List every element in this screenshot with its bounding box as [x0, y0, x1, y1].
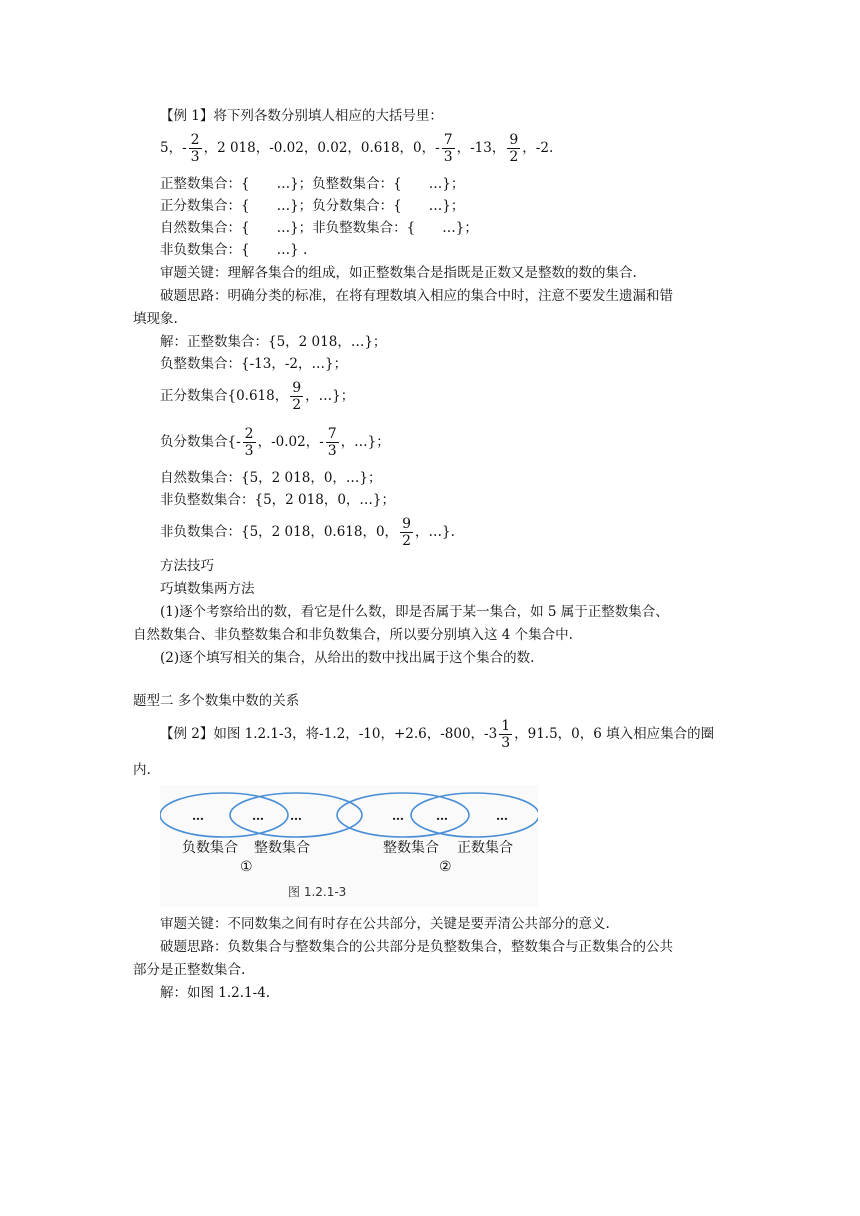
negative-set-ellipse — [160, 793, 288, 837]
example1-title: 【例 1】将下列各数分别填人相应的大括号里： — [160, 108, 443, 124]
fraction-7-3: $\frac{7}{3}$ — [327, 426, 337, 459]
ellipsis-mark: … — [290, 809, 302, 823]
set-row: 正整数集合：{ …}；负整数集合：{ …}； — [160, 176, 465, 192]
solution-line: 正分数集合{0.618， $\frac{9}{2}$ ，…}； — [160, 380, 355, 413]
example1-idea-line2: 填现象. — [133, 311, 178, 327]
fraction-2-3: $\frac{2}{3}$ — [190, 132, 200, 165]
method-title: 方法技巧 — [160, 558, 214, 574]
solution-line: 非负数集合：{5，2 018，0.618，0， $\frac{9}{2}$ ，…}. — [160, 516, 455, 549]
example1-number-list: 5，- $\frac{2}{3}$ ，2 018，-0.02，0.02，0.618，0，- $\frac{7}{3}$ ，-13， $\frac{9}{2}$ ，-2. — [160, 132, 554, 165]
example2-idea-line1: 破题思路：负数集合与整数集合的公共部分是负整数集合，整数集合与正数集合的公共 — [160, 939, 673, 955]
solution-line: 自然数集合：{5，2 018，0，…}； — [160, 470, 382, 486]
section-title: 题型二 多个数集中数的关系 — [133, 693, 300, 709]
venn-figure — [160, 785, 538, 907]
example2-question-line2: 内. — [133, 762, 151, 778]
ellipsis-mark: … — [392, 809, 404, 823]
figure-number-2: ② — [439, 859, 452, 875]
fraction-9-2: $\frac{9}{2}$ — [292, 380, 302, 413]
example2-key: 审题关键：不同数集之间有时存在公共部分，关键是要弄清公共部分的意义. — [160, 916, 610, 932]
figure-number-1: ① — [240, 859, 253, 875]
ellipsis-mark: … — [496, 809, 508, 823]
integer-set-label: 整数集合 — [383, 840, 439, 856]
fraction-2-3: $\frac{2}{3}$ — [244, 426, 254, 459]
positive-set-ellipse — [411, 793, 538, 837]
method-1-line2: 自然数集合、非负整数集合和非负数集合，所以要分别填入这 4 个集合中. — [133, 627, 573, 643]
solution-line: 非负整数集合：{5，2 018，0，…}； — [160, 492, 396, 508]
example1-key: 审题关键：理解各集合的组成，如正整数集合是指既是正数又是整数的数的集合. — [160, 265, 637, 281]
example1-idea-line1: 破题思路：明确分类的标准，在将有理数填入相应的集合中时，注意不要发生遗漏和错 — [160, 288, 673, 304]
example2-question: 【例 2】如图 1.2.1-3，将-1.2，-10，+2.6，-800，-3 $\frac{1}{3}$ ，91.5，0，6 填入相应集合的圈 — [160, 718, 715, 751]
ellipsis-mark: … — [252, 809, 264, 823]
example2-solution: 解：如图 1.2.1-4. — [160, 985, 271, 1001]
ellipsis-mark: … — [436, 809, 448, 823]
fraction-9-2: $\frac{9}{2}$ — [402, 516, 411, 549]
solution-line: 负整数集合：{-13，-2，…}； — [160, 356, 348, 372]
fraction-9-2: $\frac{9}{2}$ — [509, 132, 519, 165]
example2-idea-line2: 部分是正整数集合. — [133, 962, 246, 978]
solution-line: 负分数集合{- $\frac{2}{3}$ ，-0.02，- $\frac{7}{3}$ ，…}； — [160, 426, 390, 459]
negative-set-label: 负数集合 — [182, 840, 238, 856]
fraction-7-3: $\frac{7}{3}$ — [443, 132, 453, 165]
method-2: (2)逐个填写相关的集合，从给出的数中找出属于这个集合的数. — [160, 650, 535, 666]
fraction-1-3: $\frac{1}{3}$ — [501, 718, 511, 751]
set-row: 正分数集合：{ …}；负分数集合：{ …}； — [160, 198, 465, 214]
set-row: 自然数集合：{ …}；非负整数集合：{ …}； — [160, 220, 478, 236]
method-1-line1: (1)逐个考察给出的数，看它是什么数，即是否属于某一集合，如 5 属于正整数集合、 — [160, 604, 669, 620]
figure-caption: 图 1.2.1-3 — [288, 885, 347, 899]
set-row: 非负数集合：{ …} . — [160, 242, 308, 258]
solution-line: 解：正整数集合：{5，2 018，…}； — [160, 334, 387, 350]
integer-set-label: 整数集合 — [254, 840, 310, 856]
positive-set-label: 正数集合 — [457, 840, 513, 856]
ellipsis-mark: … — [192, 809, 204, 823]
method-subtitle: 巧填数集两方法 — [160, 581, 255, 597]
